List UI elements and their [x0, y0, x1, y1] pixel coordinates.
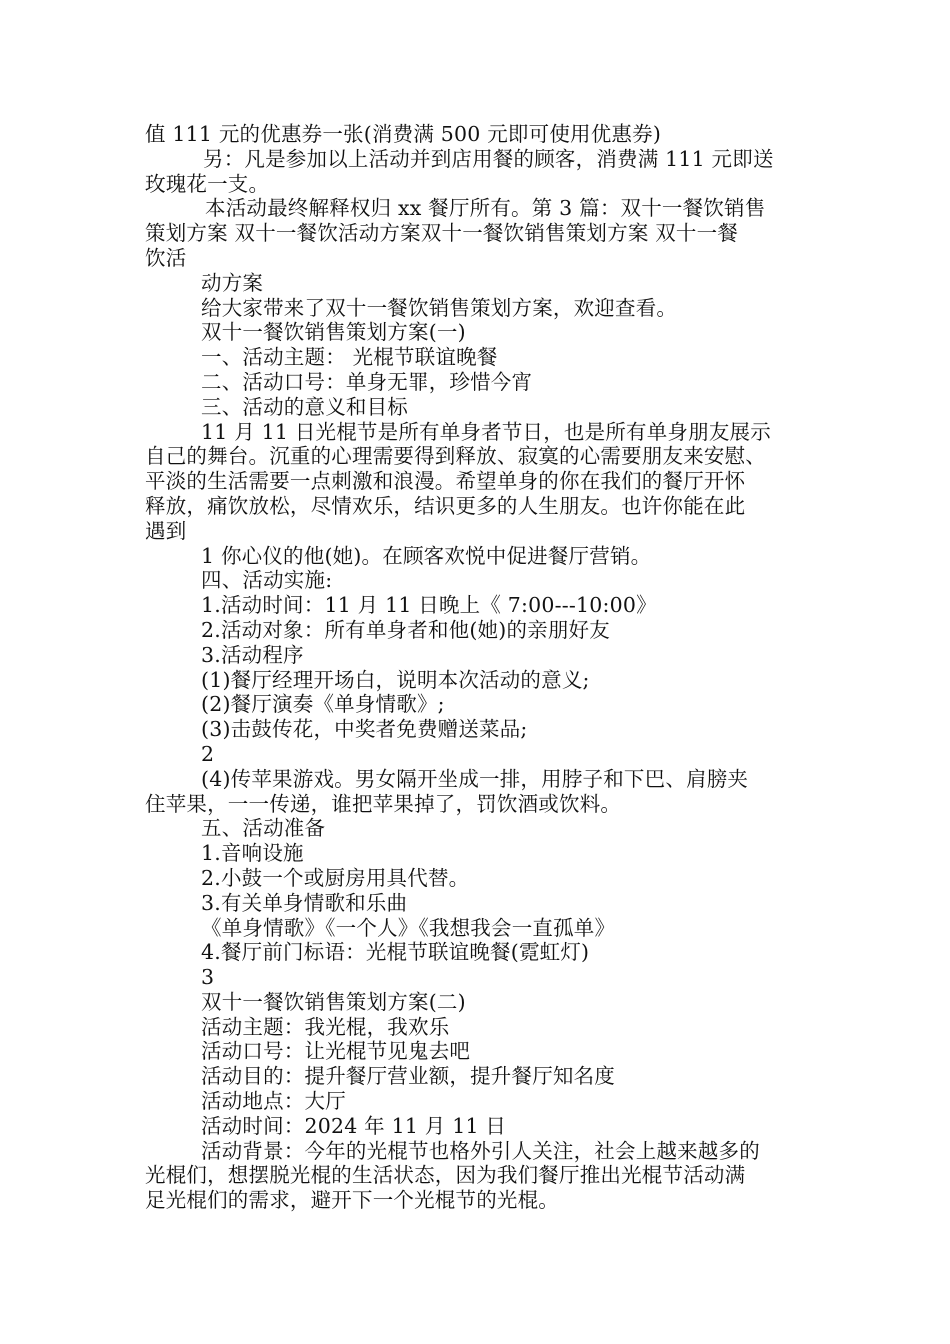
- text-line: 饮活: [145, 245, 187, 270]
- text-line: 释放，痛饮放松，尽情欢乐，结识更多的人生朋友。也许你能在此: [145, 493, 746, 518]
- text-line: 一、活动主题： 光棍节联谊晚餐: [201, 345, 498, 370]
- text-line: 平淡的生活需要一点刺激和浪漫。希望单身的你在我们的餐厅开怀: [145, 469, 746, 494]
- text-line: 双十一餐饮销售策划方案(一): [201, 320, 466, 345]
- text-line: 值 111 元的优惠券一张(消费满 500 元即可使用优惠券): [145, 122, 662, 146]
- text-line: 遇到: [145, 518, 187, 543]
- text-line: (2)餐厅演奏《单身情歌》;: [201, 692, 445, 717]
- text-line: 双十一餐饮销售策划方案(二): [201, 989, 466, 1014]
- text-line: 11 月 11 日光棍节是所有单身者节日，也是所有单身朋友展示: [201, 419, 771, 444]
- text-line: 策划方案 双十一餐饮活动方案双十一餐饮销售策划方案 双十一餐: [145, 221, 739, 246]
- text-line: 活动目的：提升餐厅营业额，提升餐厅知名度: [201, 1064, 615, 1089]
- text-line: 活动时间：2024 年 11 月 11 日: [201, 1113, 507, 1138]
- text-line: 4.餐厅前门标语：光棍节联谊晚餐(霓虹灯): [201, 940, 590, 965]
- text-line: (1)餐厅经理开场白，说明本次活动的意义;: [201, 667, 590, 692]
- text-line: 1.音响设施: [201, 841, 304, 866]
- text-line: 3.活动程序: [201, 642, 304, 667]
- text-line: 活动背景：今年的光棍节也格外引人关注，社会上越来越多的: [201, 1138, 760, 1163]
- text-line: 二、活动口号：单身无罪，珍惜今宵: [201, 369, 533, 394]
- text-line: 1.活动时间：11 月 11 日晚上《 7:00---10:00》: [201, 593, 657, 618]
- text-line: 给大家带来了双十一餐饮销售策划方案，欢迎查看。: [201, 295, 678, 320]
- document-body: [145, 122, 815, 1213]
- text-line: 2.小鼓一个或厨房用具代替。: [201, 865, 470, 890]
- text-line: 自己的舞台。沉重的心理需要得到释放、寂寞的心需要朋友来安慰、: [145, 444, 766, 469]
- text-line: (3)击鼓传花，中奖者免费赠送菜品;: [201, 717, 528, 742]
- text-line: 活动主题：我光棍，我欢乐: [201, 1014, 450, 1039]
- text-line: 五、活动准备: [201, 816, 326, 841]
- text-line: 1 你心仪的他(她)。在顾客欢悦中促进餐厅营销。: [201, 543, 652, 568]
- text-line: 2.活动对象：所有单身者和他(她)的亲朋好友: [201, 617, 610, 642]
- text-line: 玫瑰花一支。: [145, 171, 270, 196]
- text-line: 动方案: [201, 270, 264, 295]
- text-line: 3: [201, 965, 215, 990]
- text-line: 本活动最终解释权归 xx 餐厅所有。第 3 篇：双十一餐饮销售: [205, 196, 766, 221]
- text-line: 足光棍们的需求，避开下一个光棍节的光棍。: [145, 1188, 559, 1213]
- text-line: 3.有关单身情歌和乐曲: [201, 890, 408, 915]
- text-line: 2: [201, 741, 215, 766]
- text-line: 活动地点：大厅: [201, 1089, 346, 1114]
- text-line: 活动口号：让光棍节见鬼去吧: [201, 1039, 471, 1064]
- text-line: 《单身情歌》《一个人》《我想我会一直孤单》: [201, 915, 616, 940]
- text-line: (4)传苹果游戏。男女隔开坐成一排，用脖子和下巴、肩膀夹: [201, 766, 749, 791]
- text-line: 另：凡是参加以上活动并到店用餐的顾客，消费满 111 元即送: [203, 146, 774, 171]
- text-line: 三、活动的意义和目标: [201, 394, 408, 419]
- text-line: 四、活动实施:: [201, 568, 333, 593]
- text-line: 光棍们，想摆脱光棍的生活状态，因为我们餐厅推出光棍节活动满: [145, 1163, 746, 1188]
- text-line: 住苹果，一一传递，谁把苹果掉了，罚饮酒或饮料。: [145, 791, 622, 816]
